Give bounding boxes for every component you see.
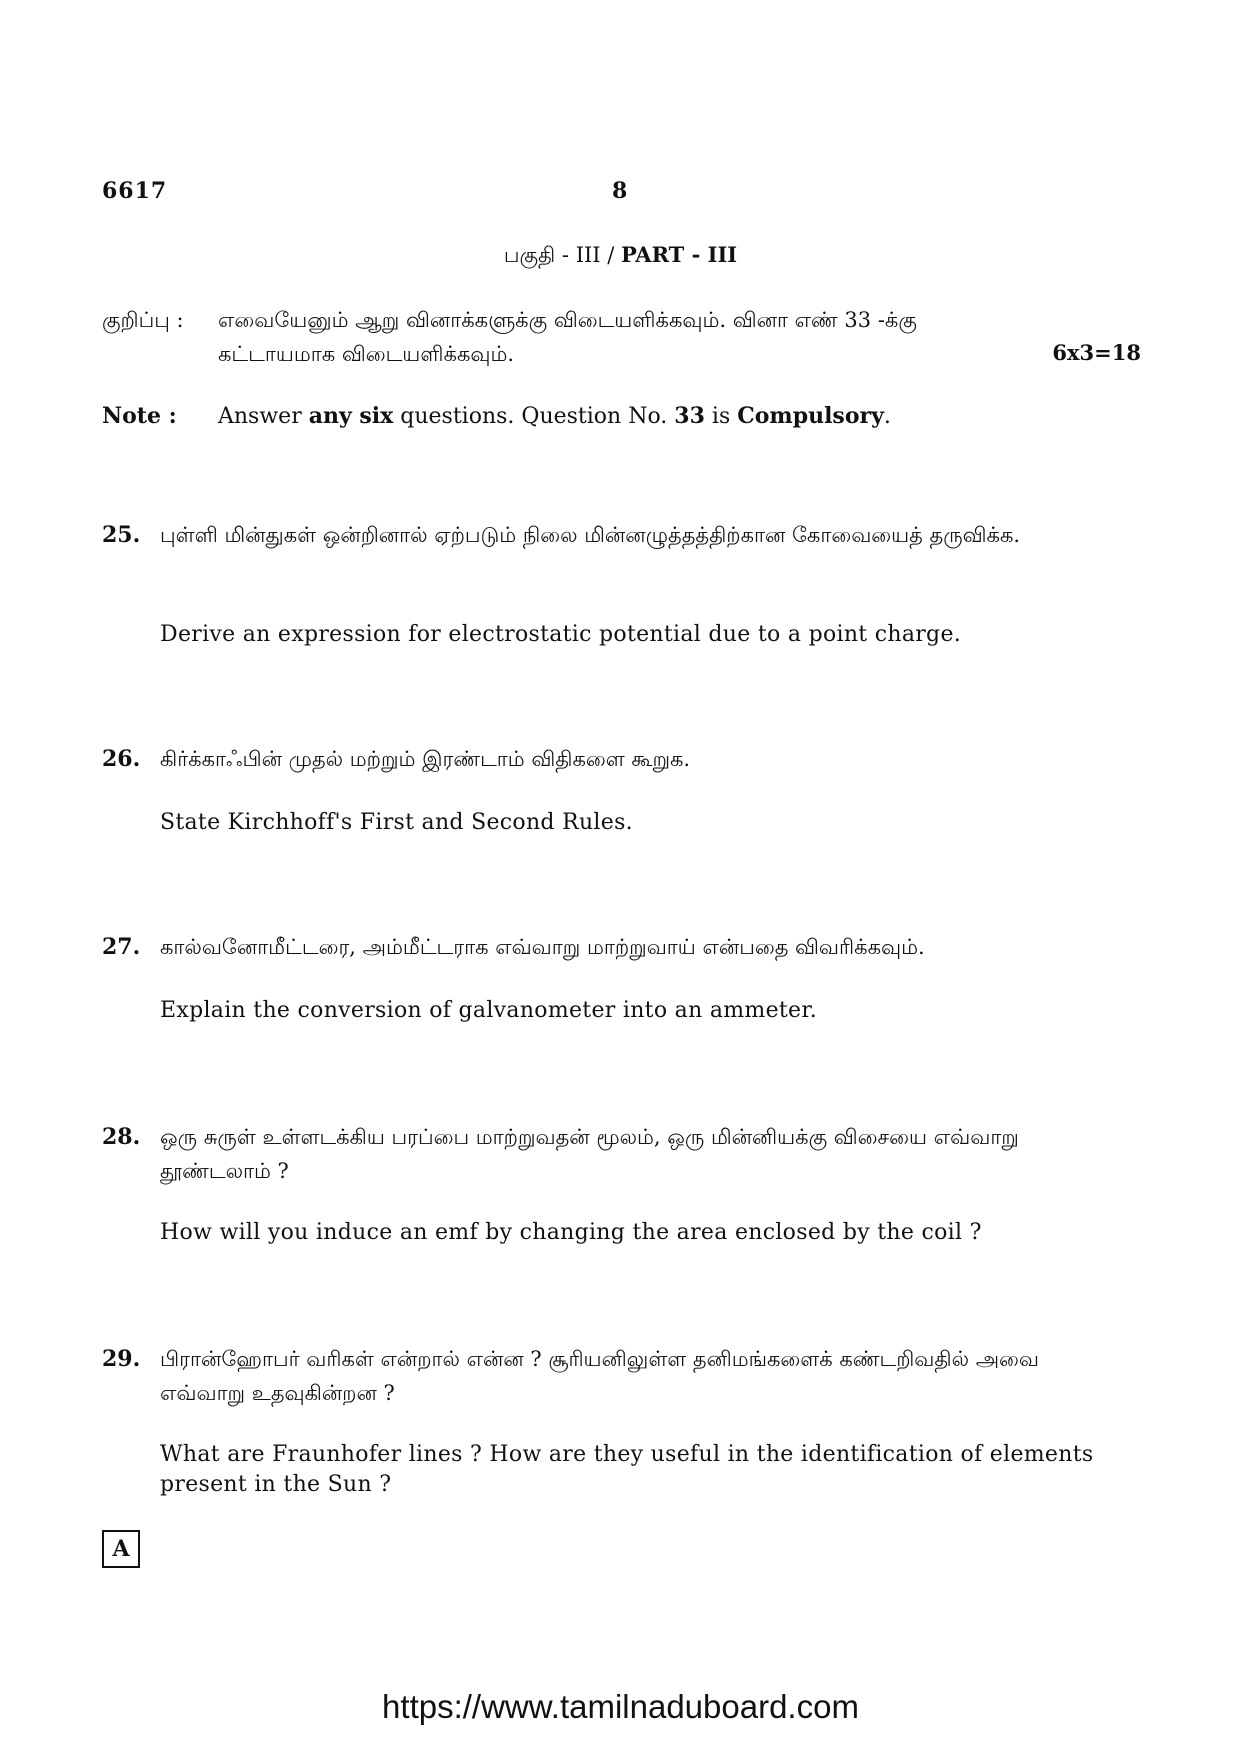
note-text-a: Answer <box>218 404 309 429</box>
tamil-note-line-2: கட்டாயமாக விடையளிக்கவும். <box>218 342 515 366</box>
sheet-mark-box: A <box>102 1530 140 1568</box>
part-title-separator: / <box>600 243 622 267</box>
note-bold-question-number: 33 <box>674 403 705 429</box>
part-title <box>0 242 1241 270</box>
part-title-english: PART - III <box>621 242 738 267</box>
note-text-c: is <box>704 404 738 429</box>
note-label: Note : <box>102 403 177 429</box>
question-number: 25. <box>102 522 141 548</box>
marks-scheme: 6x3=18 <box>1052 340 1141 365</box>
page-number: 8 <box>612 178 628 204</box>
question-tamil-text: கால்வனோமீட்டரை, அம்மீட்டராக எவ்வாறு மாற்றுவாய் என்பதை விவரிக்கவும். <box>160 935 925 959</box>
question-english-text: State Kirchhoff's First and Second Rules. <box>160 810 633 835</box>
question-english-text: How will you induce an emf by changing the area enclosed by the coil ? <box>160 1220 982 1245</box>
note-text <box>218 403 891 429</box>
tamil-note-line-1: எவையேனும் ஆறு வினாக்களுக்கு விடையளிக்கவும். வினா எண் 33 -க்கு <box>218 308 917 332</box>
tamil-note-label: குறிப்பு : <box>102 308 184 332</box>
part-title-tamil: பகுதி - III <box>503 243 601 267</box>
question-tamil-text: பிரான்ஹோபர் வரிகள் என்றால் என்ன ? சூரியனிலுள்ள தனிமங்களைக் கண்டறிவதில் அவை எவ்வாறு உதவுகின்றன ? <box>160 1347 1040 1405</box>
note-bold-any-six: any six <box>308 403 394 429</box>
question-english-text: Explain the conversion of galvanometer into an ammeter. <box>160 998 818 1023</box>
footer-website-link[interactable]: https://www.tamilnaduboard.com <box>382 1688 859 1725</box>
question-number: 28. <box>102 1124 141 1150</box>
note-text-d: . <box>883 404 891 429</box>
question-number: 27. <box>102 934 141 960</box>
note-bold-compulsory: Compulsory <box>737 403 884 429</box>
question-tamil-text: புள்ளி மின்துகள் ஒன்றினால் ஏற்படும் நிலை மின்னழுத்தத்திற்கான கோவையைத் தருவிக்க. <box>160 523 1021 547</box>
question-english-text: Derive an expression for electrostatic potential due to a point charge. <box>160 622 962 647</box>
question-english-text: What are Fraunhofer lines ? How are they useful in the identification of elements present in the Sun ? <box>160 1442 1094 1497</box>
question-tamil-text: கிர்க்காஃபின் முதல் மற்றும் இரண்டாம் விதிகளை கூறுக. <box>160 747 691 771</box>
question-number: 29. <box>102 1346 141 1372</box>
note-text-b: questions. Question No. <box>393 404 675 429</box>
question-tamil-text: ஒரு சுருள் உள்ளடக்கிய பரப்பை மாற்றுவதன் மூலம், ஒரு மின்னியக்கு விசையை எவ்வாறு தூண்டலாம் ? <box>160 1125 1019 1183</box>
question-paper-code: 6617 <box>102 178 168 204</box>
question-number: 26. <box>102 746 141 772</box>
